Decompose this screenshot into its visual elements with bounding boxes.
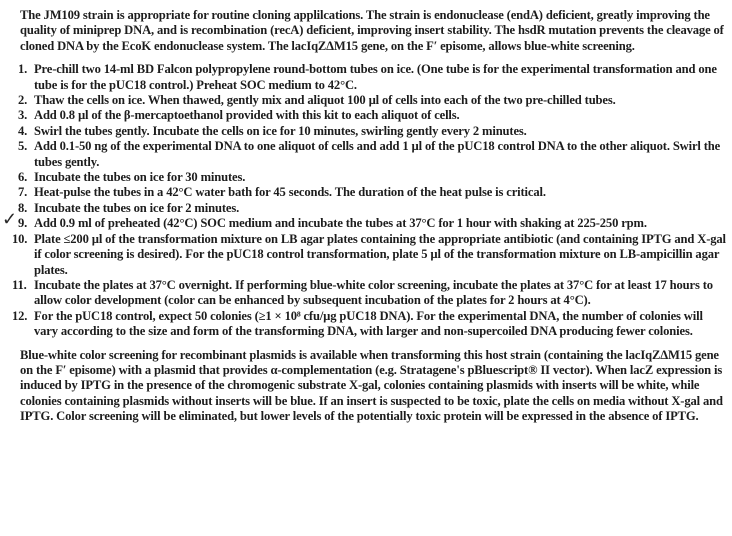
- step-9: 9. Add 0.9 ml of preheated (42°C) SOC medium and incubate the tubes at 37°C for 1 hour with shaking at 225-250 rpm.: [18, 216, 647, 231]
- step-8: 8. Incubate the tubes on ice for 2 minutes.: [18, 200, 240, 215]
- step-3: 3. Add 0.8 µl of the β-mercaptoethanol provided with this kit to each aliquot of cells.: [18, 108, 460, 123]
- step-12: 12. For the pUC18 control, expect 50 colonies (≥1 × 10⁸ cfu/µg pUC18 DNA). For the experimental DNA, the number of colonies will vary according to the size and form of the transforming DNA, with larger and non-supercoiled DNA producing fewer colonies.: [12, 308, 703, 339]
- step-text: Swirl the tubes gently. Incubate the cells on ice for 10 minutes, swirling gently every 2 minutes.: [34, 123, 527, 138]
- step-text: Pre-chill two 14-ml BD Falcon polypropylene round-bottom tubes on ice. (One tube is for the experimental transformation and one tube is for the pUC18 control.) Preheat SOC medium to 42°C.: [34, 62, 717, 92]
- step-2: 2. Thaw the cells on ice. When thawed, gently mix and aliquot 100 µl of cells into each of the two pre-chilled tubes.: [18, 93, 616, 108]
- step-text: Add 0.8 µl of the β-mercaptoethanol provided with this kit to each aliquot of cells.: [34, 108, 460, 123]
- step-1: 1. Pre-chill two 14-ml BD Falcon polypropylene round-bottom tubes on ice. (One tube is for the experimental transformation and one tube is for the pUC18 control.) Preheat SOC medium to 42°C.: [18, 62, 717, 92]
- intro-paragraph: The JM109 strain is appropriate for routine cloning applilcations. The strain is endonuclease (endA) deficient, greatly improving the quality of miniprep DNA, and is recombination (recA) deficient, improving insert stability. The hsdR mutation prevents the cleavage of cloned DNA by the EcoK endonuclease system. The lacIqZΔM15 gene, on the F′ episome, allows blue-white screening.: [20, 8, 724, 53]
- screening-note-paragraph: Blue-white color screening for recombinant plasmids is available when transforming this host strain (containing the lacIqZΔM15 gene on the F′ episome) with a plasmid that provides α-complementation (e.g. Stratagene's pBluescript® II vector). When lacZ expression is induced by IPTG in the presence of the chromogenic substrate X-gal, colonies containing plasmids with inserts will be white, while colonies containing plasmids without inserts will be blue. If an insert is suspected to be toxic, plate the cells on media without X-gal and IPTG. Color screening will be eliminated, but lower levels of the potentially toxic protein will be expressed in the absence of IPTG.: [20, 347, 723, 424]
- step-6: 6. Incubate the tubes on ice for 30 minutes.: [18, 170, 246, 185]
- step-text: Heat-pulse the tubes in a 42°C water bath for 45 seconds. The duration of the heat pulse is critical.: [34, 185, 546, 200]
- step-7: 7. Heat-pulse the tubes in a 42°C water bath for 45 seconds. The duration of the heat pulse is critical.: [18, 185, 546, 200]
- protocol-steps: [12, 62, 726, 339]
- step-5: 5. Add 0.1-50 ng of the experimental DNA to one aliquot of cells and add 1 µl of the pUC18 control DNA to the other aliquot. Swirl the tubes gently.: [18, 139, 721, 169]
- step-text: Add 0.1-50 ng of the experimental DNA to one aliquot of cells and add 1 µl of the pUC18 control DNA to the other aliquot. Swirl the tubes gently.: [34, 139, 721, 169]
- step-text: Plate ≤200 µl of the transformation mixture on LB agar plates containing the appropriate antibiotic (and containing IPTG and X-gal if color screening is desired). For the pUC18 control transformation, plate 5 µl of the transformation mixture on LB-ampicillin agar plates.: [34, 231, 726, 277]
- step-text: Add 0.9 ml of preheated (42°C) SOC medium and incubate the tubes at 37°C for 1 hour with shaking at 225-250 rpm.: [34, 216, 647, 231]
- step-10: 10. Plate ≤200 µl of the transformation mixture on LB agar plates containing the appropriate antibiotic (and containing IPTG and X-gal if color screening is desired). For the pUC18 control transformation, plate 5 µl of the transformation mixture on LB-ampicillin agar plates.: [12, 231, 726, 277]
- step-text: Thaw the cells on ice. When thawed, gently mix and aliquot 100 µl of cells into each of the two pre-chilled tubes.: [34, 93, 616, 108]
- handwritten-check-mark: ✓: [2, 209, 17, 229]
- step-text: Incubate the plates at 37°C overnight. If performing blue-white color screening, incubate the plates at 37°C for at least 17 hours to allow color development (color can be enhanced by subsequent incubation of the plates for 2 hours at 4°C).: [34, 277, 713, 308]
- step-text: Incubate the tubes on ice for 30 minutes.: [34, 170, 246, 185]
- step-11: 11. Incubate the plates at 37°C overnight. If performing blue-white color screening, incubate the plates at 37°C for at least 17 hours to allow color development (color can be enhanced by subsequent incubation of the plates for 2 hours at 4°C).: [12, 277, 713, 308]
- step-4: 4. Swirl the tubes gently. Incubate the cells on ice for 10 minutes, swirling gently every 2 minutes.: [18, 123, 527, 138]
- step-text: For the pUC18 control, expect 50 colonies (≥1 × 10⁸ cfu/µg pUC18 DNA). For the experimental DNA, the number of colonies will vary according to the size and form of the transforming DNA, with larger and non-supercoiled DNA producing fewer colonies.: [34, 308, 703, 339]
- step-text: Incubate the tubes on ice for 2 minutes.: [34, 200, 240, 215]
